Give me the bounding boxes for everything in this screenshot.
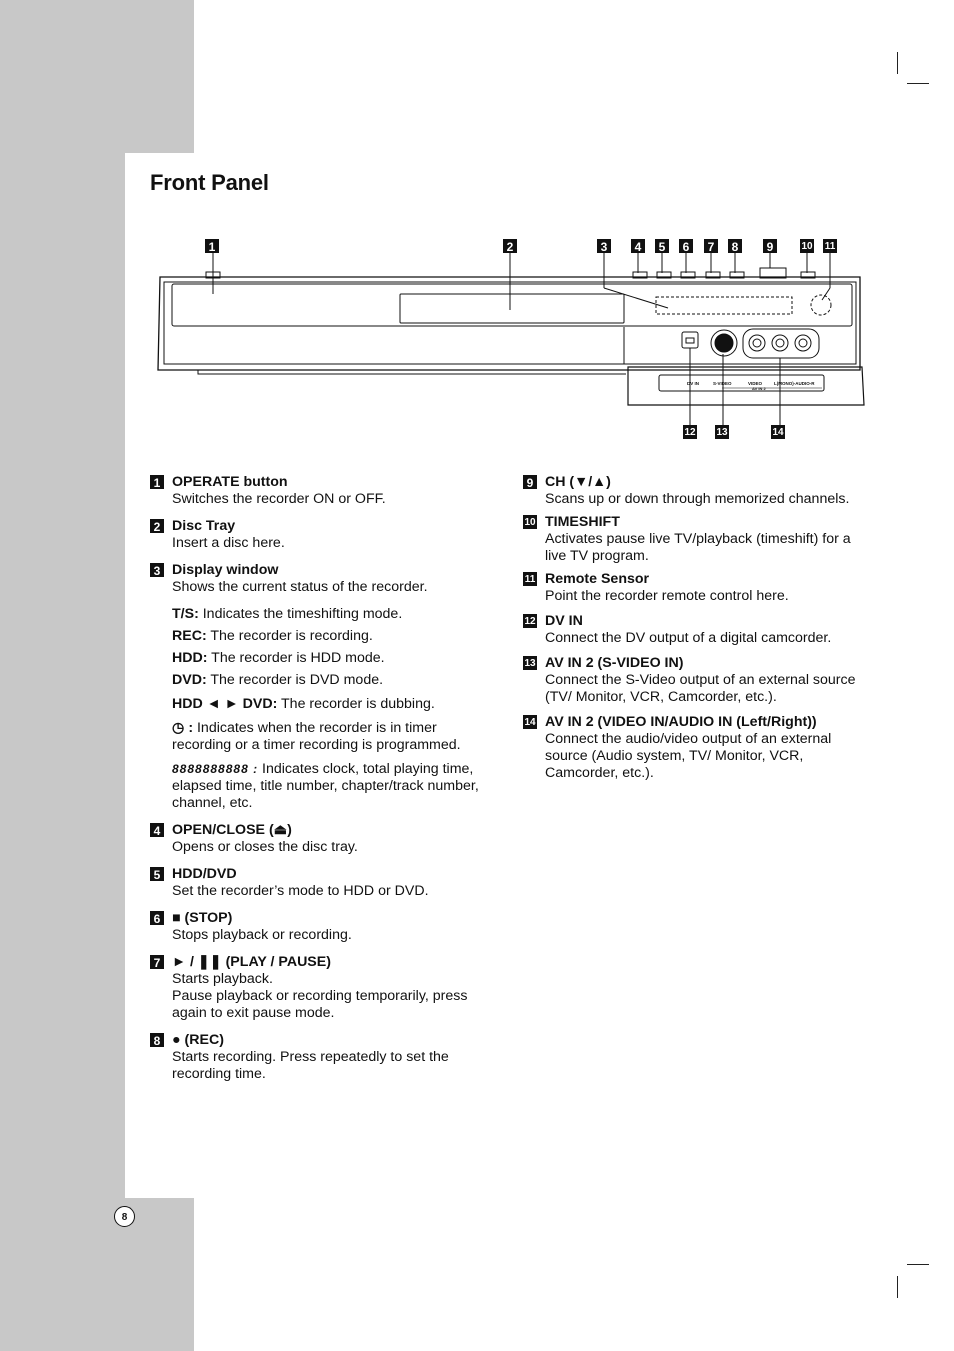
display-mode: T/S: Indicates the timeshifting mode. [172,606,403,622]
margin-band-left [0,153,125,1198]
list-item [523,655,873,706]
item-number: 10 [524,517,536,528]
callout-2: 2 [503,239,517,253]
list-item [523,474,873,508]
callout-14: 14 [772,427,784,438]
item-heading: AV IN 2 (S-VIDEO IN) [545,655,684,671]
margin-band-top [0,0,194,153]
item-number: 2 [150,519,164,533]
margin-band-bottom [0,1198,194,1351]
crop-mark [897,1276,898,1298]
item-heading: Remote Sensor [545,571,650,587]
description-column-right [523,474,873,792]
list-item [150,910,490,944]
item-number: 9 [523,475,537,489]
crop-mark [897,52,898,74]
list-item [523,613,873,647]
s-video-label: S-VIDEO [713,381,732,386]
item-text: Connect the audio/video output of an external source (Audio system, TV/ Monitor, VCR, Camcorder, etc.). [545,731,832,781]
list-item [523,714,873,782]
list-item [523,514,873,565]
display-mode: REC: The recorder is recording. [172,628,373,644]
item-number: 6 [150,911,164,925]
display-mode: HDD ◄ ► DVD: The recorder is dubbing. [172,696,435,712]
item-heading: AV IN 2 (VIDEO IN/AUDIO IN (Left/Right)) [545,714,817,730]
page-title: Front Panel [150,170,269,195]
item-number: 12 [524,616,536,627]
callout-13: 13 [716,427,728,438]
crop-mark [907,83,929,84]
display-mode: DVD: The recorder is DVD mode. [172,672,384,688]
item-number: 13 [524,658,536,669]
item-number: 4 [150,823,164,837]
item-number: 11 [524,574,536,585]
item-number: 14 [524,717,536,728]
display-mode: 8888888888 : Indicates clock, total playing time, elapsed time, title number, chapter/track number, channel, etc. [172,761,479,811]
list-item [150,562,490,596]
crop-mark [907,1264,929,1265]
callout-8: 8 [728,239,742,253]
item-number: 3 [150,563,164,577]
callout-1: 1 [205,239,219,253]
item-heading: ■ (STOP) [172,910,233,926]
item-text: Pause playback or recording temporarily, press again to exit pause mode. [172,988,468,1021]
display-mode: ◷ : Indicates when the recorder is in timer recording or a timer recording is programmed. [172,720,461,753]
display-mode: HDD: The recorder is HDD mode. [172,650,385,666]
list-item [150,518,490,552]
page-number: 8 [114,1206,135,1227]
item-heading: Disc Tray [172,518,236,534]
video-label: VIDEO [748,381,763,386]
audio-label: L(MONO)-AUDIO-R [774,381,815,386]
list-item [523,571,873,605]
callout-10: 10 [801,241,813,252]
item-heading: Display window [172,562,279,578]
description-column-left [150,474,490,1093]
item-text: Connect the S-Video output of an external source (TV/ Monitor, VCR, Camcorder, etc.). [545,672,856,705]
item-heading: CH (▼/▲) [545,474,611,490]
list-item [150,822,490,856]
item-text: Connect the DV output of a digital camcorder. [545,630,832,646]
item-number: 1 [150,475,164,489]
callout-7: 7 [704,239,718,253]
callout-12: 12 [684,427,696,438]
segment-display-icon: 8888888888 : [172,762,259,776]
item-number: 5 [150,867,164,881]
item-text: Opens or closes the disc tray. [172,839,358,855]
item-heading: OPEN/CLOSE (⏏) [172,822,292,838]
callout-9: 9 [763,239,777,253]
callout-11: 11 [824,241,836,252]
callout-4: 4 [631,239,645,253]
item-heading: DV IN [545,613,583,629]
item-text: Scans up or down through memorized channels. [545,491,850,507]
callout-6: 6 [679,239,693,253]
av-in-label: AV IN 2 [752,386,766,391]
item-heading: ● (REC) [172,1032,224,1048]
item-heading: HDD/DVD [172,866,237,882]
item-text: Starts recording. Press repeatedly to set the recording time. [172,1049,449,1082]
callout-5: 5 [655,239,669,253]
item-heading: TIMESHIFT [545,514,620,530]
item-text: Insert a disc here. [172,535,285,551]
item-heading: OPERATE button [172,474,288,490]
list-item [150,866,490,900]
item-number: 7 [150,955,164,969]
list-item [150,1032,490,1083]
timer-icon: ◷ : [172,720,194,736]
item-text: Point the recorder remote control here. [545,588,789,604]
list-item [150,954,490,1022]
item-text: Stops playback or recording. [172,927,352,943]
item-number: 8 [150,1033,164,1047]
item-text: Shows the current status of the recorder. [172,579,428,595]
item-text: Set the recorder’s mode to HDD or DVD. [172,883,429,899]
dv-in-label: DV IN [687,381,700,386]
item-text: Switches the recorder ON or OFF. [172,491,386,507]
list-item [150,474,490,508]
item-heading: ► / ❚❚ (PLAY / PAUSE) [172,954,331,970]
item-text: Activates pause live TV/playback (timeshift) for a live TV program. [545,531,851,564]
item-text: Starts playback. [172,971,273,987]
callout-3: 3 [597,239,611,253]
front-panel-diagram [150,230,870,445]
